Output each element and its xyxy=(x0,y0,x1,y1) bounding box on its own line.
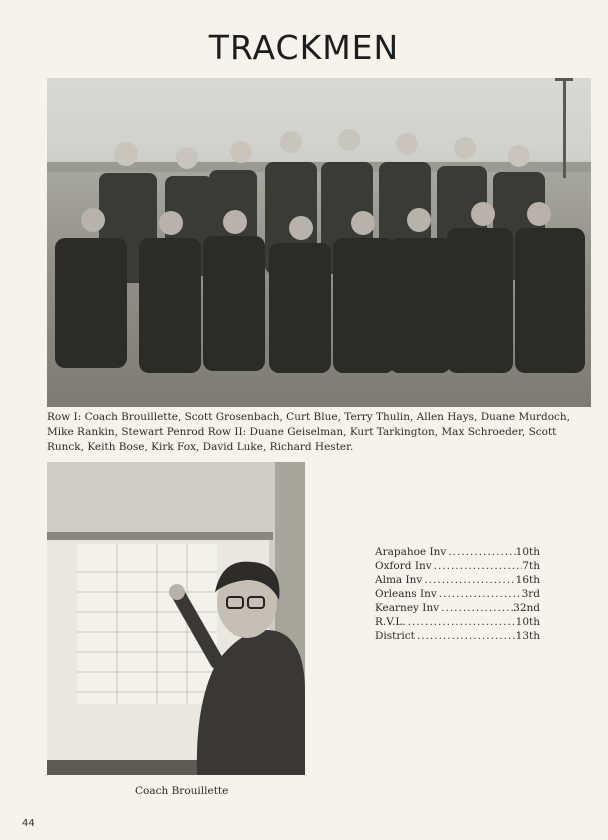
result-place: 16th xyxy=(515,574,540,586)
result-meet: Orleans Inv xyxy=(375,588,437,600)
dot-leader xyxy=(422,573,515,587)
coach-photo xyxy=(47,462,305,775)
dot-leader xyxy=(432,559,523,573)
result-meet: Oxford Inv xyxy=(375,560,432,572)
meet-results-list xyxy=(375,545,540,643)
result-place: 13th xyxy=(515,630,540,642)
dot-leader xyxy=(406,615,516,629)
page-title: TRACKMEN xyxy=(208,28,400,67)
dot-leader xyxy=(446,545,515,559)
result-row xyxy=(375,587,540,601)
result-row xyxy=(375,545,540,559)
result-place: 32nd xyxy=(513,602,540,614)
dot-leader xyxy=(439,601,513,615)
team-photo-caption: Row I: Coach Brouillette, Scott Grosenbach, Curt Blue, Terry Thulin, Allen Hays, Duane Murdoch, Mike Rankin, Stewart Penrod Row II: Duane Geiselman, Kurt Tarkington, Max Schroeder, Scott Runck, Keith Bose, Kirk Fox, David Luke, Richard Hester. xyxy=(47,411,571,453)
dot-leader xyxy=(437,587,522,601)
result-place: 7th xyxy=(522,560,540,572)
result-place: 10th xyxy=(515,546,540,558)
result-meet: District xyxy=(375,630,415,642)
result-row xyxy=(375,615,540,629)
dot-leader xyxy=(415,629,516,643)
page-number: 44 xyxy=(22,818,35,829)
result-row xyxy=(375,573,540,587)
team-photo xyxy=(47,78,591,407)
coach-photo-caption: Coach Brouillette xyxy=(135,785,229,797)
result-meet: Alma Inv xyxy=(375,574,423,586)
result-meet: Kearney Inv xyxy=(375,602,440,614)
result-meet: Arapahoe Inv xyxy=(375,546,447,558)
result-meet: R.V.L. xyxy=(375,616,406,628)
result-place: 3rd xyxy=(521,588,540,600)
result-row xyxy=(375,559,540,573)
result-row xyxy=(375,601,540,615)
result-place: 10th xyxy=(515,616,540,628)
result-row xyxy=(375,629,540,643)
